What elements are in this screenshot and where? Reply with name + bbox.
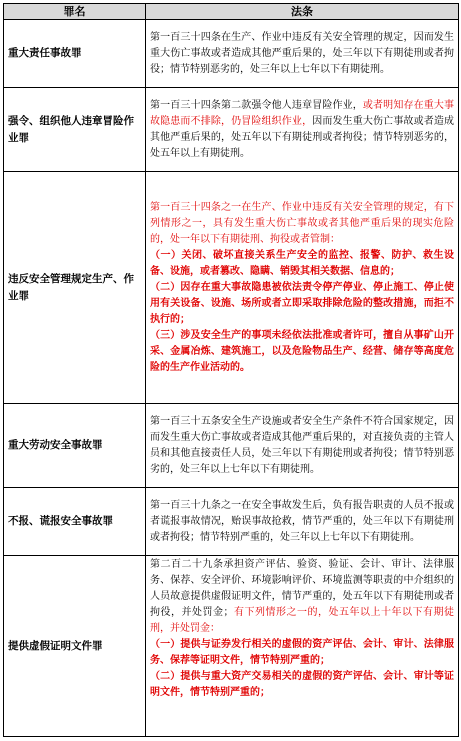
law-segment: （一）提供与证券发行相关的虚假的资产评估、会计、审计、法律服务、保荐等证明文件，情节特别严重的； — [150, 639, 454, 666]
law-text-clip — [150, 557, 454, 735]
crime-name: 提供虚假证明文件罪 — [4, 556, 146, 737]
law-segment: 第一百三十九条之一在安全事故发生后，负有报告职责的人员不报或者谎报事故情况，贻误事故抢救，情节严重的，处三年以下有期徒刑或者拘役；情节特别严重的，处三年以上七年以下有期徒刑。 — [150, 499, 454, 543]
law-segment: 第一百三十五条安全生产设施或者安全生产条件不符合国家规定，因而发生重大伤亡事故或者造成其他严重后果的，对直接负责的主管人员和其他直接责任人员，处三年以下有期徒刑或者拘役；情节特别恶劣的，处三年以上七年以下有期徒刑。 — [150, 415, 454, 475]
crime-name: 违反安全管理规定生产、作业罪 — [4, 172, 146, 404]
law-text — [146, 172, 459, 404]
law-segment: 因而发生重大伤亡事故或者造成其他严重后果的，处五年以下有期徒刑或者拘役；情节特别恶劣的，处五年以上有期徒刑。 — [150, 115, 455, 159]
table-row — [4, 404, 459, 488]
law-segment: （三）涉及安全生产的事项未经依法批准或者许可，擅自从事矿山开采、金属冶炼、建筑施工，以及危险物品生产、经营、储存等高度危险的生产作业活动的。 — [150, 329, 454, 373]
crime-name: 重大劳动安全事故罪 — [4, 404, 146, 488]
table-row — [4, 556, 459, 737]
crime-name: 重大责任事故罪 — [4, 20, 146, 88]
crime-name: 强令、组织他人违章冒险作业罪 — [4, 88, 146, 172]
table-row — [4, 172, 459, 404]
crime-name: 不报、谎报安全事故罪 — [4, 488, 146, 556]
header-law-article: 法条 — [146, 4, 459, 20]
table-header-row — [4, 4, 459, 20]
table-row — [4, 488, 459, 556]
law-segment: 第二百二十九条承担资产评估、验资、验证、会计、审计、法律服务、保荐、安全评价、环境影响评价、环境监测等职责的中介组织的人员故意提供虚假证明文件，情节严重的，处五年以下有期徒刑或者拘役，并处罚金； — [150, 559, 454, 618]
header-crime-name: 罪名 — [4, 4, 146, 20]
law-segment: （二）因存在重大事故隐患被依法责令停产停业、停止施工、停止使用有关设备、设施、场所或者立即采取排除危险的整改措施，而拒不执行的； — [150, 281, 454, 325]
law-segment: 或者明知存在重大事故隐患而不排除，仍冒险组织作业， — [150, 99, 455, 127]
law-segment: （一）关闭、破坏直接关系生产安全的监控、报警、防护、救生设备、设施，或者篡改、隐瞒、销毁其相关数据、信息的； — [150, 249, 454, 277]
law-text — [146, 20, 459, 88]
law-segment: 第一百三十四条第二款强令他人违章冒险作业， — [150, 99, 363, 111]
law-segment: 第一百三十四条之一在生产、作业中违反有关安全管理的规定，有下列情形之一，具有发生重大伤亡事故或者其他严重后果的现实危险的，处一年以下有期徒刑、拘役或者管制： — [150, 201, 454, 245]
table-row — [4, 88, 459, 172]
law-text — [146, 556, 459, 737]
law-segment: （二）提供与重大资产交易相关的虚假的资产评估、会计、审计等证明文件，情节特别严重的； — [150, 671, 454, 698]
law-text — [146, 404, 459, 488]
law-text — [146, 88, 459, 172]
law-segment: 有下列情形之一的，处五年以上十年以下有期徒刑，并处罚金： — [150, 607, 454, 634]
law-segment: 第一百三十四条在生产、作业中违反有关安全管理的规定，因而发生重大伤亡事故或者造成其他严重后果的，处三年以下有期徒刑或者拘役；情节特别恶劣的，处三年以上七年以下有期徒刑。 — [150, 31, 454, 75]
law-text — [146, 488, 459, 556]
crime-law-table — [3, 3, 459, 737]
table-row — [4, 20, 459, 88]
